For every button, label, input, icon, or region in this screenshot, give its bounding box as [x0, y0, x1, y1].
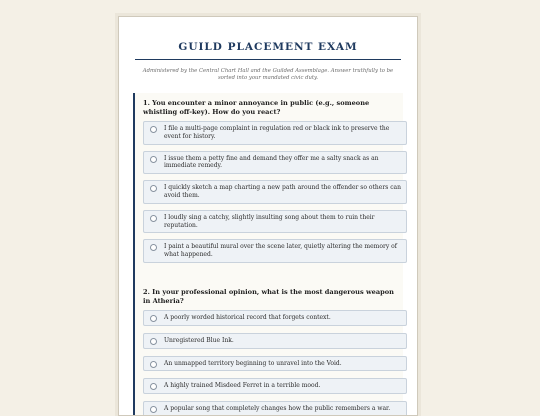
option-label: I file a multi-page complaint in regulation red or black ink to preserve the event for history.: [164, 125, 390, 140]
answer-option[interactable]: [143, 356, 407, 372]
answer-option[interactable]: [143, 210, 407, 234]
exam-paper: [118, 16, 418, 416]
radio-icon[interactable]: [150, 185, 157, 192]
option-label: I paint a beautiful mural over the scene later, quietly altering the memory of what happened.: [164, 243, 397, 259]
option-label: I quickly sketch a map charting a new path around the offender so others can avoid them.: [164, 184, 401, 199]
title-divider: [135, 59, 401, 60]
page-title: GUILD PLACEMENT EXAM: [178, 41, 358, 53]
option-label: A highly trained Misdeed Ferret in a terrible mood.: [164, 382, 321, 390]
question-1: [133, 93, 403, 283]
radio-icon[interactable]: [150, 383, 157, 390]
question-text: 1. You encounter a minor annoyance in public (e.g., someone whistling off-key). How do you react?: [143, 99, 370, 116]
page-subtitle: Administered by the Central Chart Hall and the Guilded Assemblage. Answer truthfully to be sorted into your mandated civic duty.: [142, 68, 394, 81]
answer-option[interactable]: [143, 333, 407, 349]
option-label: I issue them a petty fine and demand they offer me a salty snack as an immediate remedy.: [164, 154, 379, 170]
answer-option[interactable]: [143, 401, 407, 416]
option-label: An unmapped territory beginning to unravel into the Void.: [164, 359, 342, 367]
radio-icon[interactable]: [150, 156, 157, 163]
radio-icon[interactable]: [150, 406, 157, 413]
option-label: I loudly sing a catchy, slightly insulting song about them to ruin their reputation.: [164, 213, 375, 229]
answer-option[interactable]: [143, 151, 407, 175]
radio-icon[interactable]: [150, 338, 157, 345]
radio-icon[interactable]: [150, 315, 157, 322]
option-label: Unregistered Blue Ink.: [164, 336, 234, 344]
radio-icon[interactable]: [150, 244, 157, 251]
answer-option[interactable]: [143, 239, 407, 263]
radio-icon[interactable]: [150, 126, 157, 133]
answer-option[interactable]: [143, 378, 407, 394]
answer-option[interactable]: [143, 121, 407, 145]
question-2: [133, 282, 403, 416]
radio-icon[interactable]: [150, 215, 157, 222]
option-label: A poorly worded historical record that forgets context.: [164, 314, 331, 321]
option-label: A popular song that completely changes how the public remembers a war.: [164, 405, 391, 413]
answer-option[interactable]: [143, 310, 407, 326]
question-text: 2. In your professional opinion, what is the most dangerous weapon in Atheria?: [143, 288, 394, 305]
answer-option[interactable]: [143, 180, 407, 204]
radio-icon[interactable]: [150, 361, 157, 368]
